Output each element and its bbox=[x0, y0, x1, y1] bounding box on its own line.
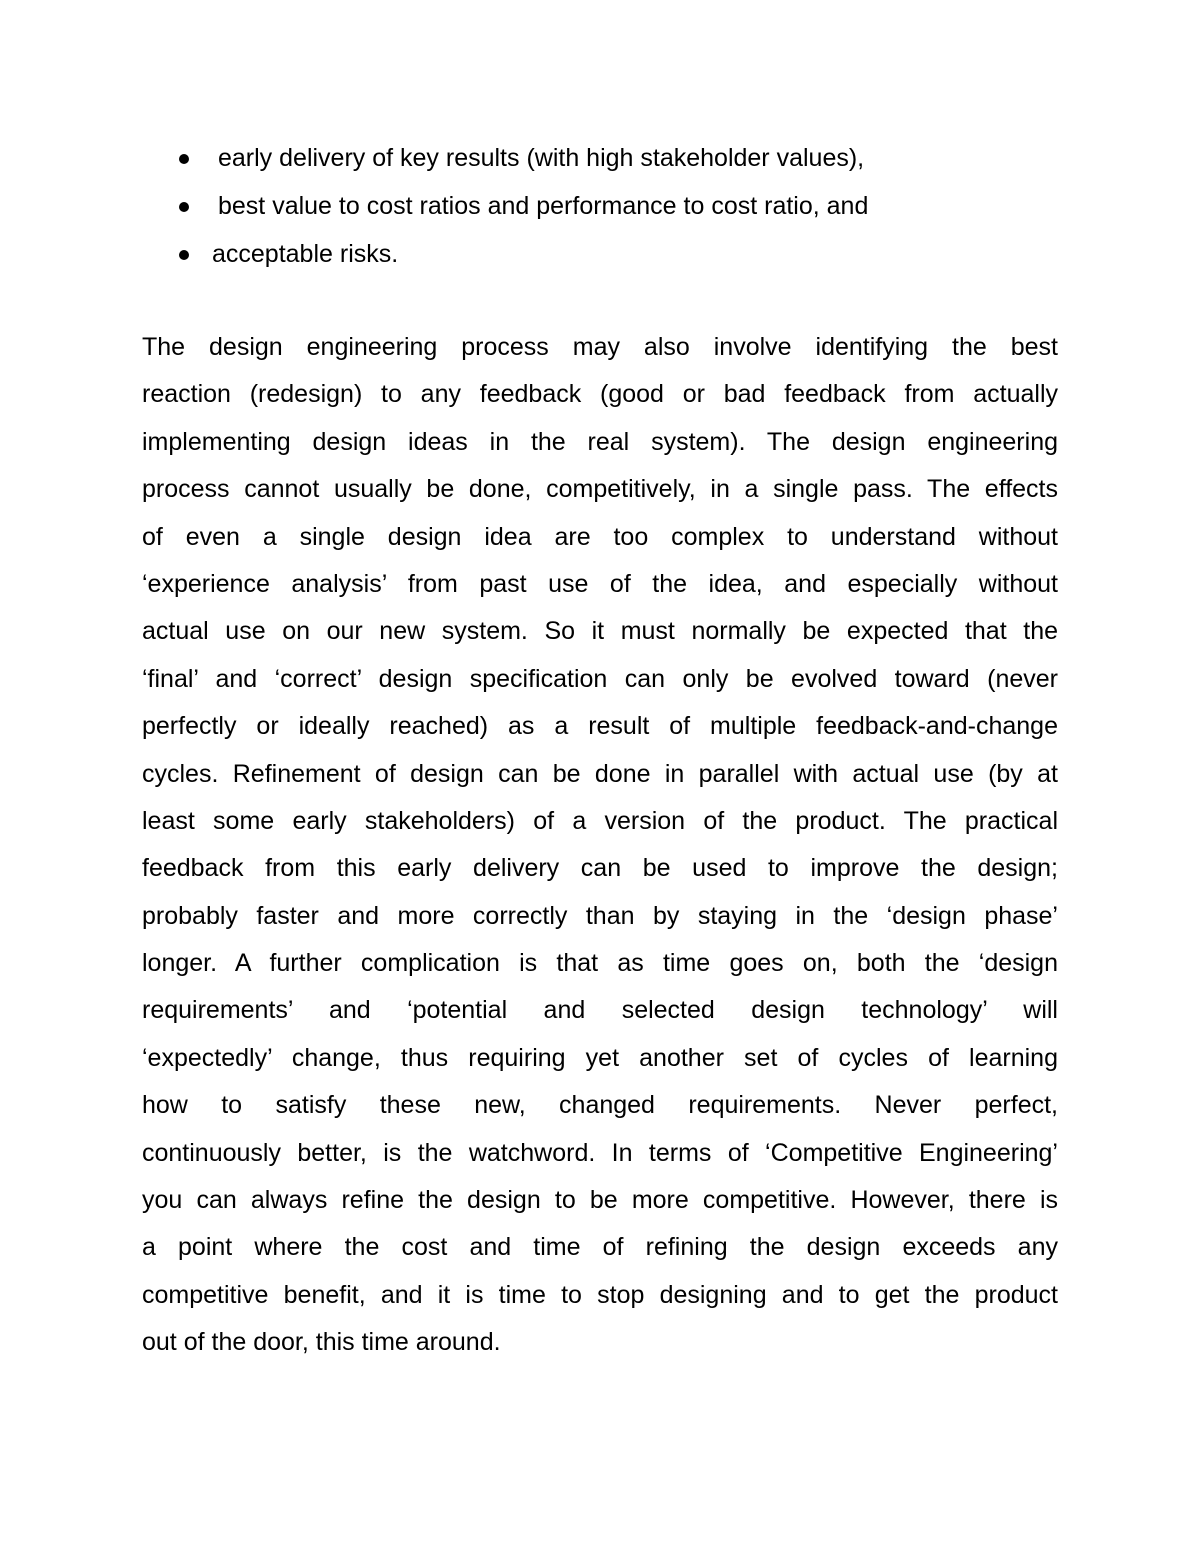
paragraph-line: ‘final’ and ‘correct’ design specification can only be evolved toward (never bbox=[142, 664, 1058, 693]
paragraph-line: how to satisfy these new, changed requirements. Never perfect, bbox=[142, 1091, 1058, 1120]
body-paragraph bbox=[142, 327, 1058, 1370]
paragraph-line: of even a single design idea are too complex to understand without bbox=[142, 522, 1058, 551]
bullet-item bbox=[176, 186, 1076, 234]
paragraph-line: out of the door, this time around. bbox=[142, 1328, 501, 1357]
bullet-text: early delivery of key results (with high stakeholder values), bbox=[218, 144, 865, 172]
paragraph-line: you can always refine the design to be more competitive. However, there is bbox=[142, 1186, 1058, 1215]
paragraph-line: process cannot usually be done, competitively, in a single pass. The effects bbox=[142, 475, 1058, 504]
bullet-list bbox=[176, 138, 1076, 282]
bullet-icon bbox=[179, 250, 189, 260]
bullet-item bbox=[176, 138, 1076, 186]
bullet-text: acceptable risks. bbox=[212, 240, 399, 268]
paragraph-line: longer. A further complication is that as time goes on, both the ‘design bbox=[142, 949, 1058, 978]
paragraph-line: cycles. Refinement of design can be done in parallel with actual use (by at bbox=[142, 759, 1058, 788]
paragraph-line: ‘experience analysis’ from past use of the idea, and especially without bbox=[142, 569, 1058, 598]
paragraph-line: The design engineering process may also involve identifying the best bbox=[142, 333, 1058, 361]
paragraph-line: reaction (redesign) to any feedback (good or bad feedback from actually bbox=[142, 380, 1058, 409]
paragraph-line: requirements’ and ‘potential and selected design technology’ will bbox=[142, 996, 1058, 1025]
paragraph-line: actual use on our new system. So it must normally be expected that the bbox=[142, 617, 1058, 646]
bullet-icon bbox=[179, 154, 189, 164]
bullet-text: best value to cost ratios and performance to cost ratio, and bbox=[218, 192, 869, 220]
paragraph-line: a point where the cost and time of refining the design exceeds any bbox=[142, 1233, 1058, 1262]
paragraph-line: competitive benefit, and it is time to stop designing and to get the product bbox=[142, 1280, 1058, 1309]
paragraph-line: least some early stakeholders) of a version of the product. The practical bbox=[142, 806, 1058, 835]
paragraph-line: continuously better, is the watchword. In terms of ‘Competitive Engineering’ bbox=[142, 1138, 1058, 1167]
paragraph-line: feedback from this early delivery can be used to improve the design; bbox=[142, 854, 1058, 883]
bullet-item bbox=[176, 234, 1076, 282]
paragraph-line: implementing design ideas in the real system). The design engineering bbox=[142, 427, 1058, 456]
paragraph-line: probably faster and more correctly than by staying in the ‘design phase’ bbox=[142, 901, 1058, 930]
paragraph-line: perfectly or ideally reached) as a result of multiple feedback-and-change bbox=[142, 712, 1058, 741]
bullet-icon bbox=[179, 202, 189, 212]
paragraph-line: ‘expectedly’ change, thus requiring yet another set of cycles of learning bbox=[142, 1043, 1058, 1072]
